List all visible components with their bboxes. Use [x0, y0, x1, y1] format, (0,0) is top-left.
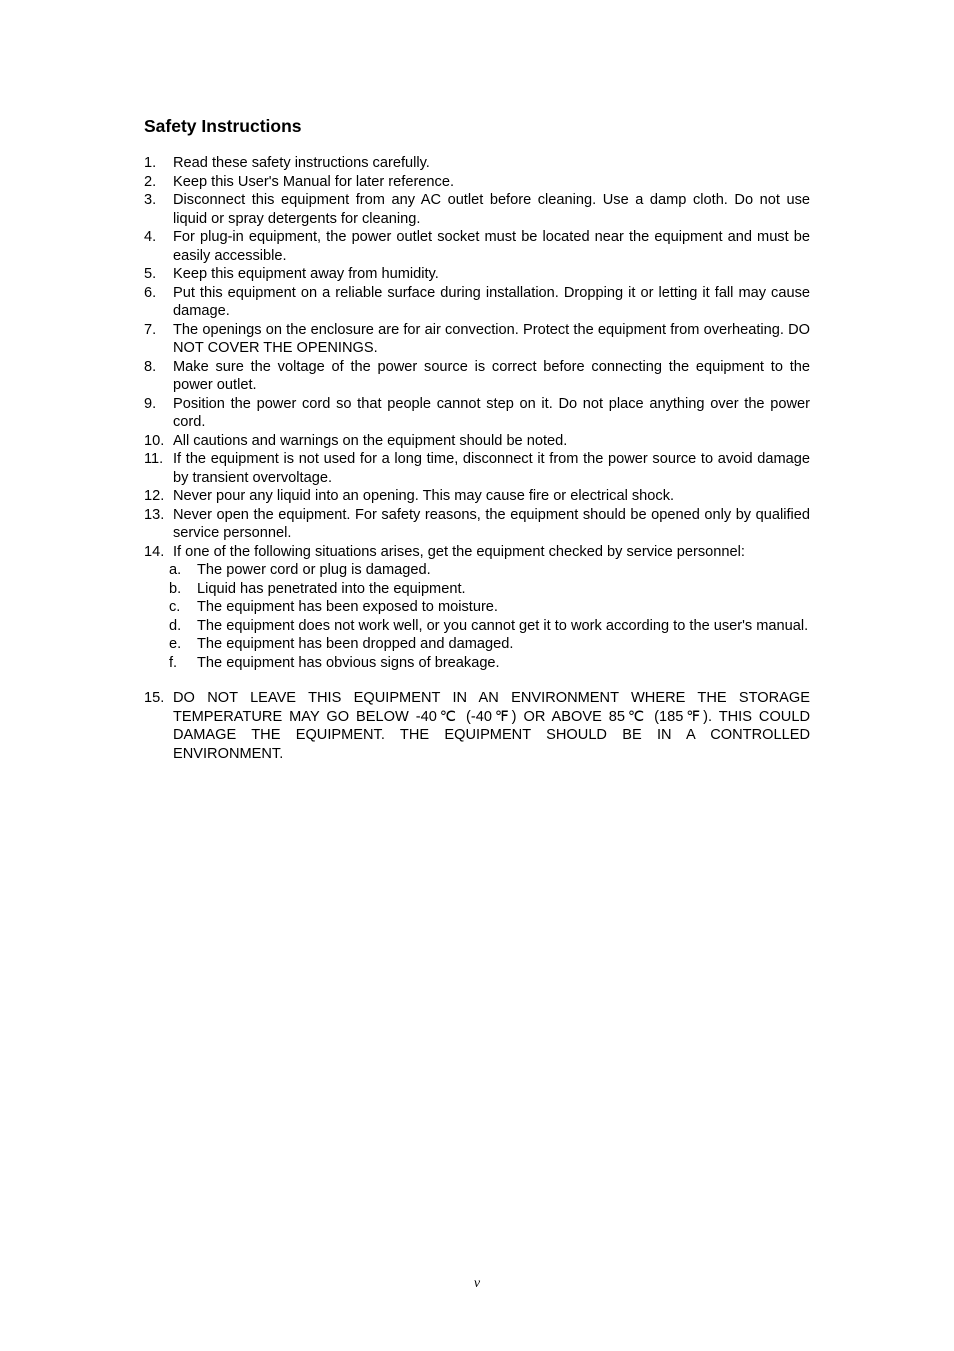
item-text: Put this equipment on a reliable surface during installation. Dropping it or letting it fall may cause damage. [173, 284, 810, 319]
item-number: 15. [144, 690, 165, 706]
item-text: The openings on the enclosure are for air convection. Protect the equipment from overheating. DO NOT COVER THE OPENINGS. [173, 321, 810, 356]
sub-list-item [169, 598, 810, 617]
sub-item-letter: d. [169, 617, 182, 634]
item-text: Keep this User's Manual for later reference. [173, 173, 455, 190]
item-text: All cautions and warnings on the equipment should be noted. [173, 432, 568, 449]
list-item [144, 154, 810, 173]
item-text: For plug-in equipment, the power outlet socket must be located near the equipment and must be easily accessible. [173, 229, 810, 264]
item-number: 13. [144, 506, 165, 523]
item-number: 3. [144, 192, 157, 208]
list-item [144, 506, 810, 543]
item-number: 7. [144, 321, 157, 338]
page-title: Safety Instructions [144, 116, 302, 136]
list-item [144, 284, 810, 321]
list-item [144, 543, 810, 673]
item-text: Never pour any liquid into an opening. This may cause fire or electrical shock. [173, 488, 675, 504]
sub-item-text: The equipment has obvious signs of breakage. [197, 654, 500, 671]
sub-item-letter: a. [169, 562, 182, 578]
list-item [144, 487, 810, 506]
list-item [144, 191, 810, 228]
sub-item-text: The power cord or plug is damaged. [197, 562, 431, 578]
sub-list-item [169, 580, 810, 599]
page-content [144, 115, 810, 763]
sub-item-text: Liquid has penetrated into the equipment. [197, 580, 466, 597]
item-number: 5. [144, 266, 157, 282]
item-text: Position the power cord so that people cannot step on it. Do not place anything over the power cord. [173, 395, 810, 430]
warning-text: DO NOT LEAVE THIS EQUIPMENT IN AN ENVIRONMENT WHERE THE STORAGE TEMPERATURE MAY GO BELOW -40℃ (-40℉) OR ABOVE 85℃ (185℉). THIS COULD DAMAGE THE EQUIPMENT. THE EQUIPMENT SHOULD BE IN A CONTROLLED ENVIRONMENT. [173, 690, 810, 762]
sub-list-item [169, 617, 810, 636]
item-text: If one of the following situations arises, get the equipment checked by service personnel: [173, 543, 745, 560]
item-number: 1. [144, 155, 157, 171]
list-item [144, 173, 810, 192]
item-number: 8. [144, 358, 157, 375]
list-item [144, 265, 810, 284]
sub-item-letter: f. [169, 654, 178, 671]
list-item [144, 450, 810, 487]
storage-temperature-warning [144, 689, 810, 763]
list-item [144, 228, 810, 265]
situations-sublist [169, 561, 810, 672]
item-number: 4. [144, 229, 157, 245]
item-number: 10. [144, 432, 165, 449]
item-text: Read these safety instructions carefully. [173, 155, 430, 171]
list-item [144, 395, 810, 432]
item-number: 6. [144, 284, 157, 301]
sub-list-item [169, 561, 810, 580]
safety-instructions-list [144, 154, 810, 763]
item-text: Never open the equipment. For safety reasons, the equipment should be opened only by qualified service personnel. [173, 506, 810, 541]
sub-item-letter: e. [169, 636, 182, 652]
item-number: 11. [144, 451, 164, 467]
list-item [144, 432, 810, 451]
item-text: If the equipment is not used for a long time, disconnect it from the power source to avoid damage by transient overvoltage. [173, 451, 810, 486]
item-number: 14. [144, 543, 165, 560]
sub-item-text: The equipment has been dropped and damaged. [197, 636, 514, 652]
item-text: Make sure the voltage of the power source is correct before connecting the equipment to the power outlet. [173, 358, 810, 393]
list-item [144, 321, 810, 358]
item-number: 12. [144, 488, 165, 504]
sub-item-text: The equipment has been exposed to moisture. [197, 599, 498, 615]
sub-item-text: The equipment does not work well, or you cannot get it to work according to the user's manual. [197, 617, 809, 634]
item-text: Keep this equipment away from humidity. [173, 266, 439, 282]
item-number: 9. [144, 395, 157, 412]
page-number: v [473, 1276, 481, 1291]
sub-list-item [169, 635, 810, 654]
item-number: 2. [144, 173, 157, 190]
list-item [144, 358, 810, 395]
sub-list-item [169, 654, 810, 673]
sub-item-letter: b. [169, 580, 182, 597]
item-text: Disconnect this equipment from any AC outlet before cleaning. Use a damp cloth. Do not use liquid or spray detergents for cleaning. [173, 192, 810, 227]
sub-item-letter: c. [169, 599, 181, 615]
